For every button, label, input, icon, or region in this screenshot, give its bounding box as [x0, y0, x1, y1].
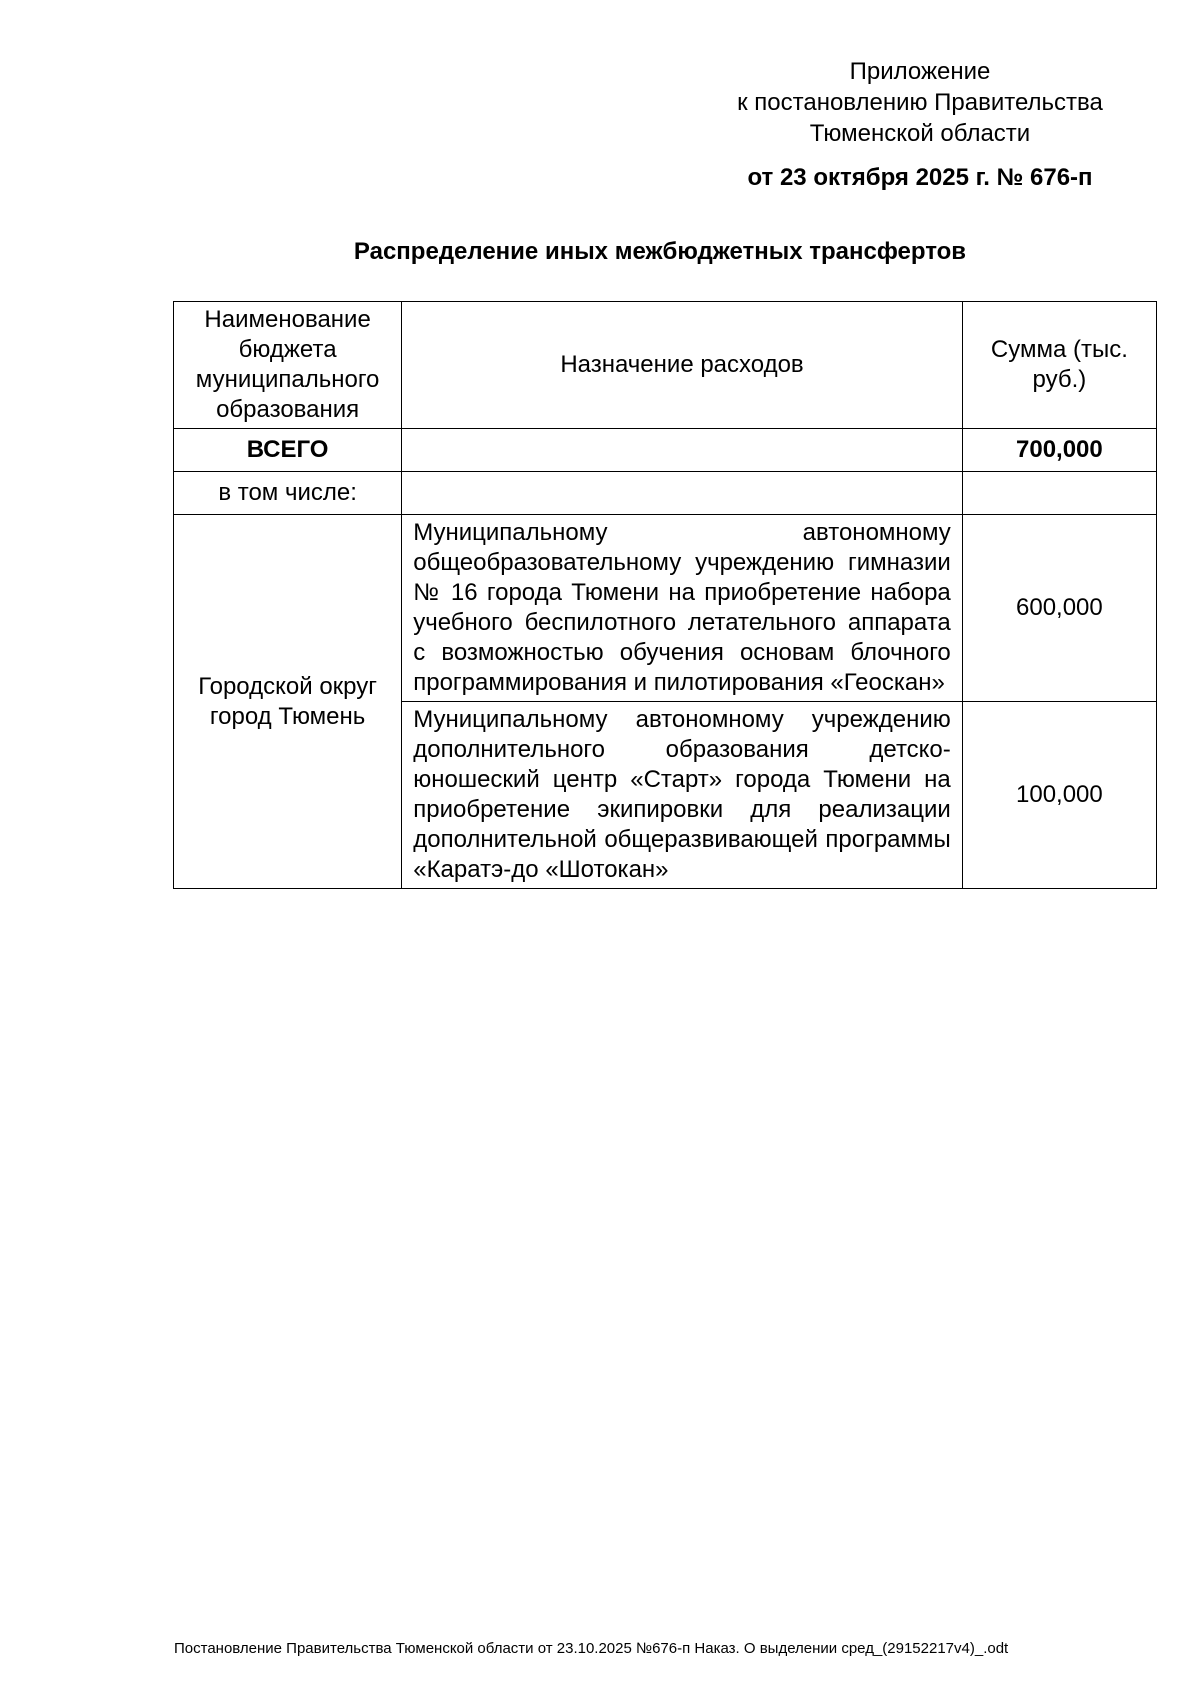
document-title: Распределение иных межбюджетных трансфертов	[353, 238, 967, 265]
table-row-including	[174, 472, 1157, 515]
table-row-total	[174, 429, 1157, 472]
amount-cell: 600,000	[962, 515, 1156, 702]
table-header-row	[174, 302, 1157, 429]
total-label: ВСЕГО	[174, 429, 402, 472]
appendix-header	[690, 56, 1150, 149]
footer-file-reference: Постановление Правительства Тюменской области от 23.10.2025 №676-п Наказ. О выделении сред_(29152217v4)_.odt	[174, 1640, 1009, 1657]
table-row	[174, 515, 1157, 702]
column-header-municipality: Наименование бюджета муниципального образования	[174, 302, 402, 429]
decree-date: от 23 октября 2025 г. № 676-п	[747, 164, 1093, 191]
column-header-amount: Сумма (тыс. руб.)	[962, 302, 1156, 429]
total-purpose-empty	[402, 429, 963, 472]
transfers-table	[173, 301, 1157, 889]
purpose-cell: Муниципальному автономному общеобразовательному учреждению гимназии № 16 города Тюмени на приобретение набора учебного беспилотного летательного аппарата с возможностью обучения основам блочного программирования и пилотирования «Геоскан»	[402, 515, 963, 702]
including-label: в том числе:	[174, 472, 402, 515]
total-amount: 700,000	[962, 429, 1156, 472]
municipality-name: Городской округ город Тюмень	[174, 515, 402, 889]
column-header-purpose: Назначение расходов	[402, 302, 963, 429]
appendix-line-1: Приложение	[849, 58, 991, 85]
amount-cell: 100,000	[962, 702, 1156, 889]
including-purpose-empty	[402, 472, 963, 515]
appendix-line-3: Тюменской области	[809, 120, 1031, 147]
appendix-line-2: к постановлению Правительства	[737, 89, 1103, 116]
purpose-cell: Муниципальному автономному учреждению дополнительного образования детско-юношеский центр «Старт» города Тюмени на приобретение экипировки для реализации дополнительной общеразвивающей программы «Каратэ-до «Шотокан»	[402, 702, 963, 889]
including-amount-empty	[962, 472, 1156, 515]
